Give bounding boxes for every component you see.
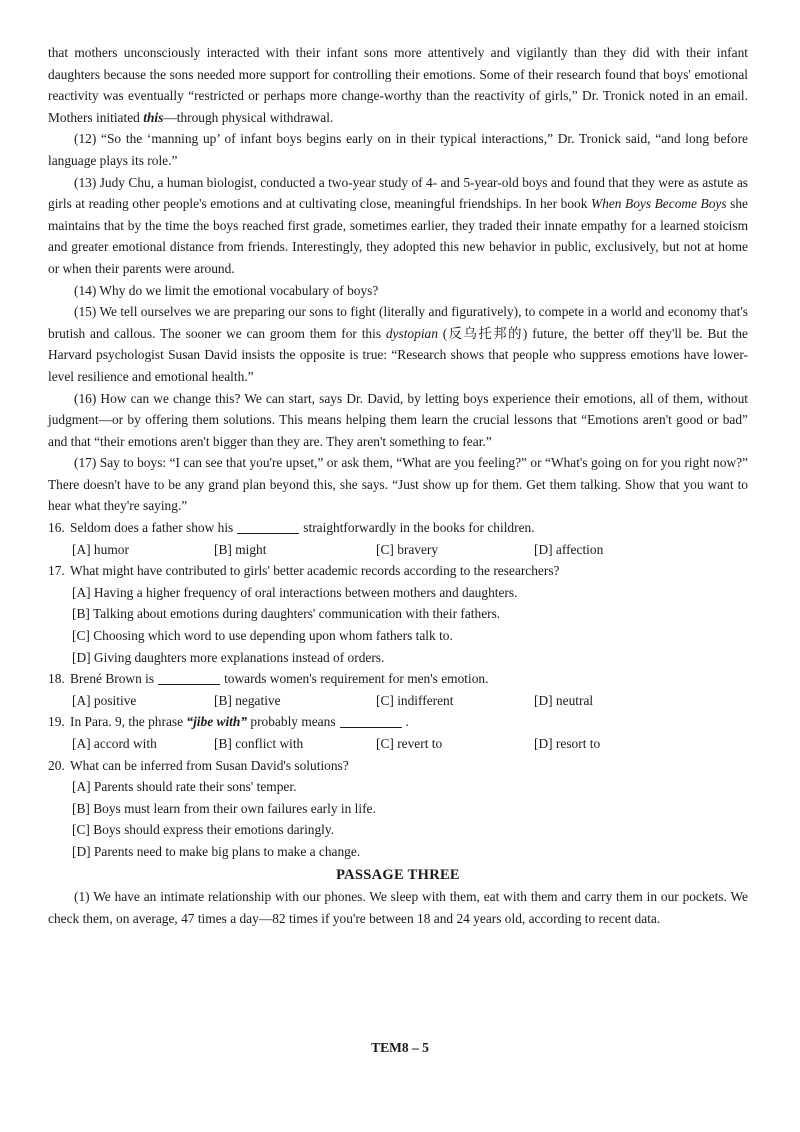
option-d[interactable]: [D] Giving daughters more explanations instead of orders. <box>72 649 385 665</box>
question-17: 17. What might have contributed to girls' better academic records according to the researchers? <box>48 563 560 579</box>
option-c[interactable]: [C] bravery <box>376 541 439 557</box>
option-b[interactable]: [B] conflict with <box>214 736 304 751</box>
answer-blank[interactable] <box>158 670 220 685</box>
question-18: 18. Brené Brown is towards women's requirement for men's emotion. <box>48 671 489 687</box>
page-footer: TEM8 – 5 <box>371 1040 429 1055</box>
option-d[interactable]: [D] resort to <box>534 736 601 751</box>
paragraph-15: (15) We tell ourselves we are preparing our sons to fight (literally and figuratively), to compete in a world and economy that's brutish and callous. The sooner we can groom them for this dystopian (反乌托邦的) future, the better off they'll be. But the Harvard psychologist Susan David insists the opposite is true: “Research shows that people who suppress emotions have lower-level resilience and emotional health.” <box>48 304 748 384</box>
option-a[interactable]: [A] humor <box>72 541 129 557</box>
question-17-options <box>48 582 748 668</box>
question-16: 16. Seldom does a father show his straightforwardly in the books for children. <box>48 520 535 536</box>
option-c[interactable]: [C] Boys should express their emotions daringly. <box>72 822 335 838</box>
paragraph-12: (12) “So the ‘manning up’ of infant boys begins early on in their typical interactions,” Dr. Tronick said, “and long before language plays its role.” <box>48 131 748 168</box>
option-b[interactable]: [B] negative <box>214 692 281 708</box>
paragraph-17: (17) Say to boys: “I can see that you're upset,” or ask them, “What are you feeling?” or “What's going on for you right now?” There doesn't have to be any grand plan beyond this, she says. “Just show up for them. Get them talking. Show that you want to hear what they're saying.” <box>48 455 748 514</box>
book-title: When Boys Become Boys <box>590 196 727 212</box>
option-a[interactable]: [A] Having a higher frequency of oral interactions between mothers and daughters. <box>72 584 518 600</box>
question-16-options <box>48 539 748 561</box>
term-dystopian: dystopian <box>385 325 438 341</box>
option-c[interactable]: [C] indifferent <box>376 692 454 708</box>
answer-blank[interactable] <box>237 519 299 534</box>
option-a[interactable]: [A] accord with <box>72 736 157 751</box>
option-b[interactable]: [B] might <box>214 541 267 557</box>
continuation-paragraph: that mothers unconsciously interacted with their infant sons more attentively and vigilantly than they did with their infant daughters because the sons needed more support for controlling their emotions. Some of their research found that boys' emotional reactivity was eventually “restricted or perhaps more change-worthy than the reactivity of girls,” Dr. Tronick noted in an email. Mothers initiated this—through physical withdrawal. <box>48 45 748 125</box>
question-18-options <box>48 690 748 712</box>
passage-three-title: PASSAGE THREE <box>336 866 460 883</box>
question-20-options <box>48 776 748 862</box>
phrase-jibe-with: “jibe with” <box>186 714 248 730</box>
option-c[interactable]: [C] revert to <box>376 736 443 751</box>
emphasis-this: this <box>143 109 164 125</box>
option-a[interactable]: [A] Parents should rate their sons' temper. <box>72 779 297 795</box>
option-a[interactable]: [A] positive <box>72 692 137 708</box>
exam-page <box>48 42 748 929</box>
chinese-gloss: (反乌托邦的) <box>437 325 533 341</box>
option-b[interactable]: [B] Talking about emotions during daughters' communication with their fathers. <box>72 606 501 622</box>
option-b[interactable]: [B] Boys must learn from their own failures early in life. <box>72 800 376 816</box>
option-c[interactable]: [C] Choosing which word to use depending upon whom fathers talk to. <box>72 628 453 644</box>
paragraph-14: (14) Why do we limit the emotional vocabulary of boys? <box>74 282 379 298</box>
passage-three-paragraph-1: (1) We have an intimate relationship with our phones. We sleep with them, eat with them and carry them in our pockets. We check them, on average, 47 times a day—82 times if you're between 18 and 24 years old, according to recent data. <box>48 889 748 926</box>
option-d[interactable]: [D] affection <box>534 541 604 557</box>
question-19: 19. In Para. 9, the phrase “jibe with” probably means . <box>48 714 409 730</box>
paragraph-13: (13) Judy Chu, a human biologist, conducted a two-year study of 4- and 5-year-old boys and found that they were as astute as girls at reading other people's emotions and at cultivating close, meaningful friendships. In her book When Boys Become Boys she maintains that by the time the boys reached first grade, sometimes earlier, they traded their innate empathy for a learned stoicism and greater emotional distance from friends. Interestingly, they adopted this new behavior in public, exclusively, but not at home or when their parents were around. <box>48 174 749 276</box>
question-19-options <box>48 733 748 755</box>
answer-blank[interactable] <box>340 713 402 728</box>
option-d[interactable]: [D] Parents need to make big plans to make a change. <box>72 843 361 859</box>
paragraph-16: (16) How can we change this? We can start, says Dr. David, by letting boys experience their emotions, all of them, without judgment—or by offering them solutions. This means helping them learn the crucial lessons that “Emotions aren't good or bad” and that “their emotions aren't bigger than they are. They aren't something to fear.” <box>48 390 748 449</box>
option-d[interactable]: [D] neutral <box>534 692 594 708</box>
question-20: 20. What can be inferred from Susan David's solutions? <box>48 757 349 773</box>
